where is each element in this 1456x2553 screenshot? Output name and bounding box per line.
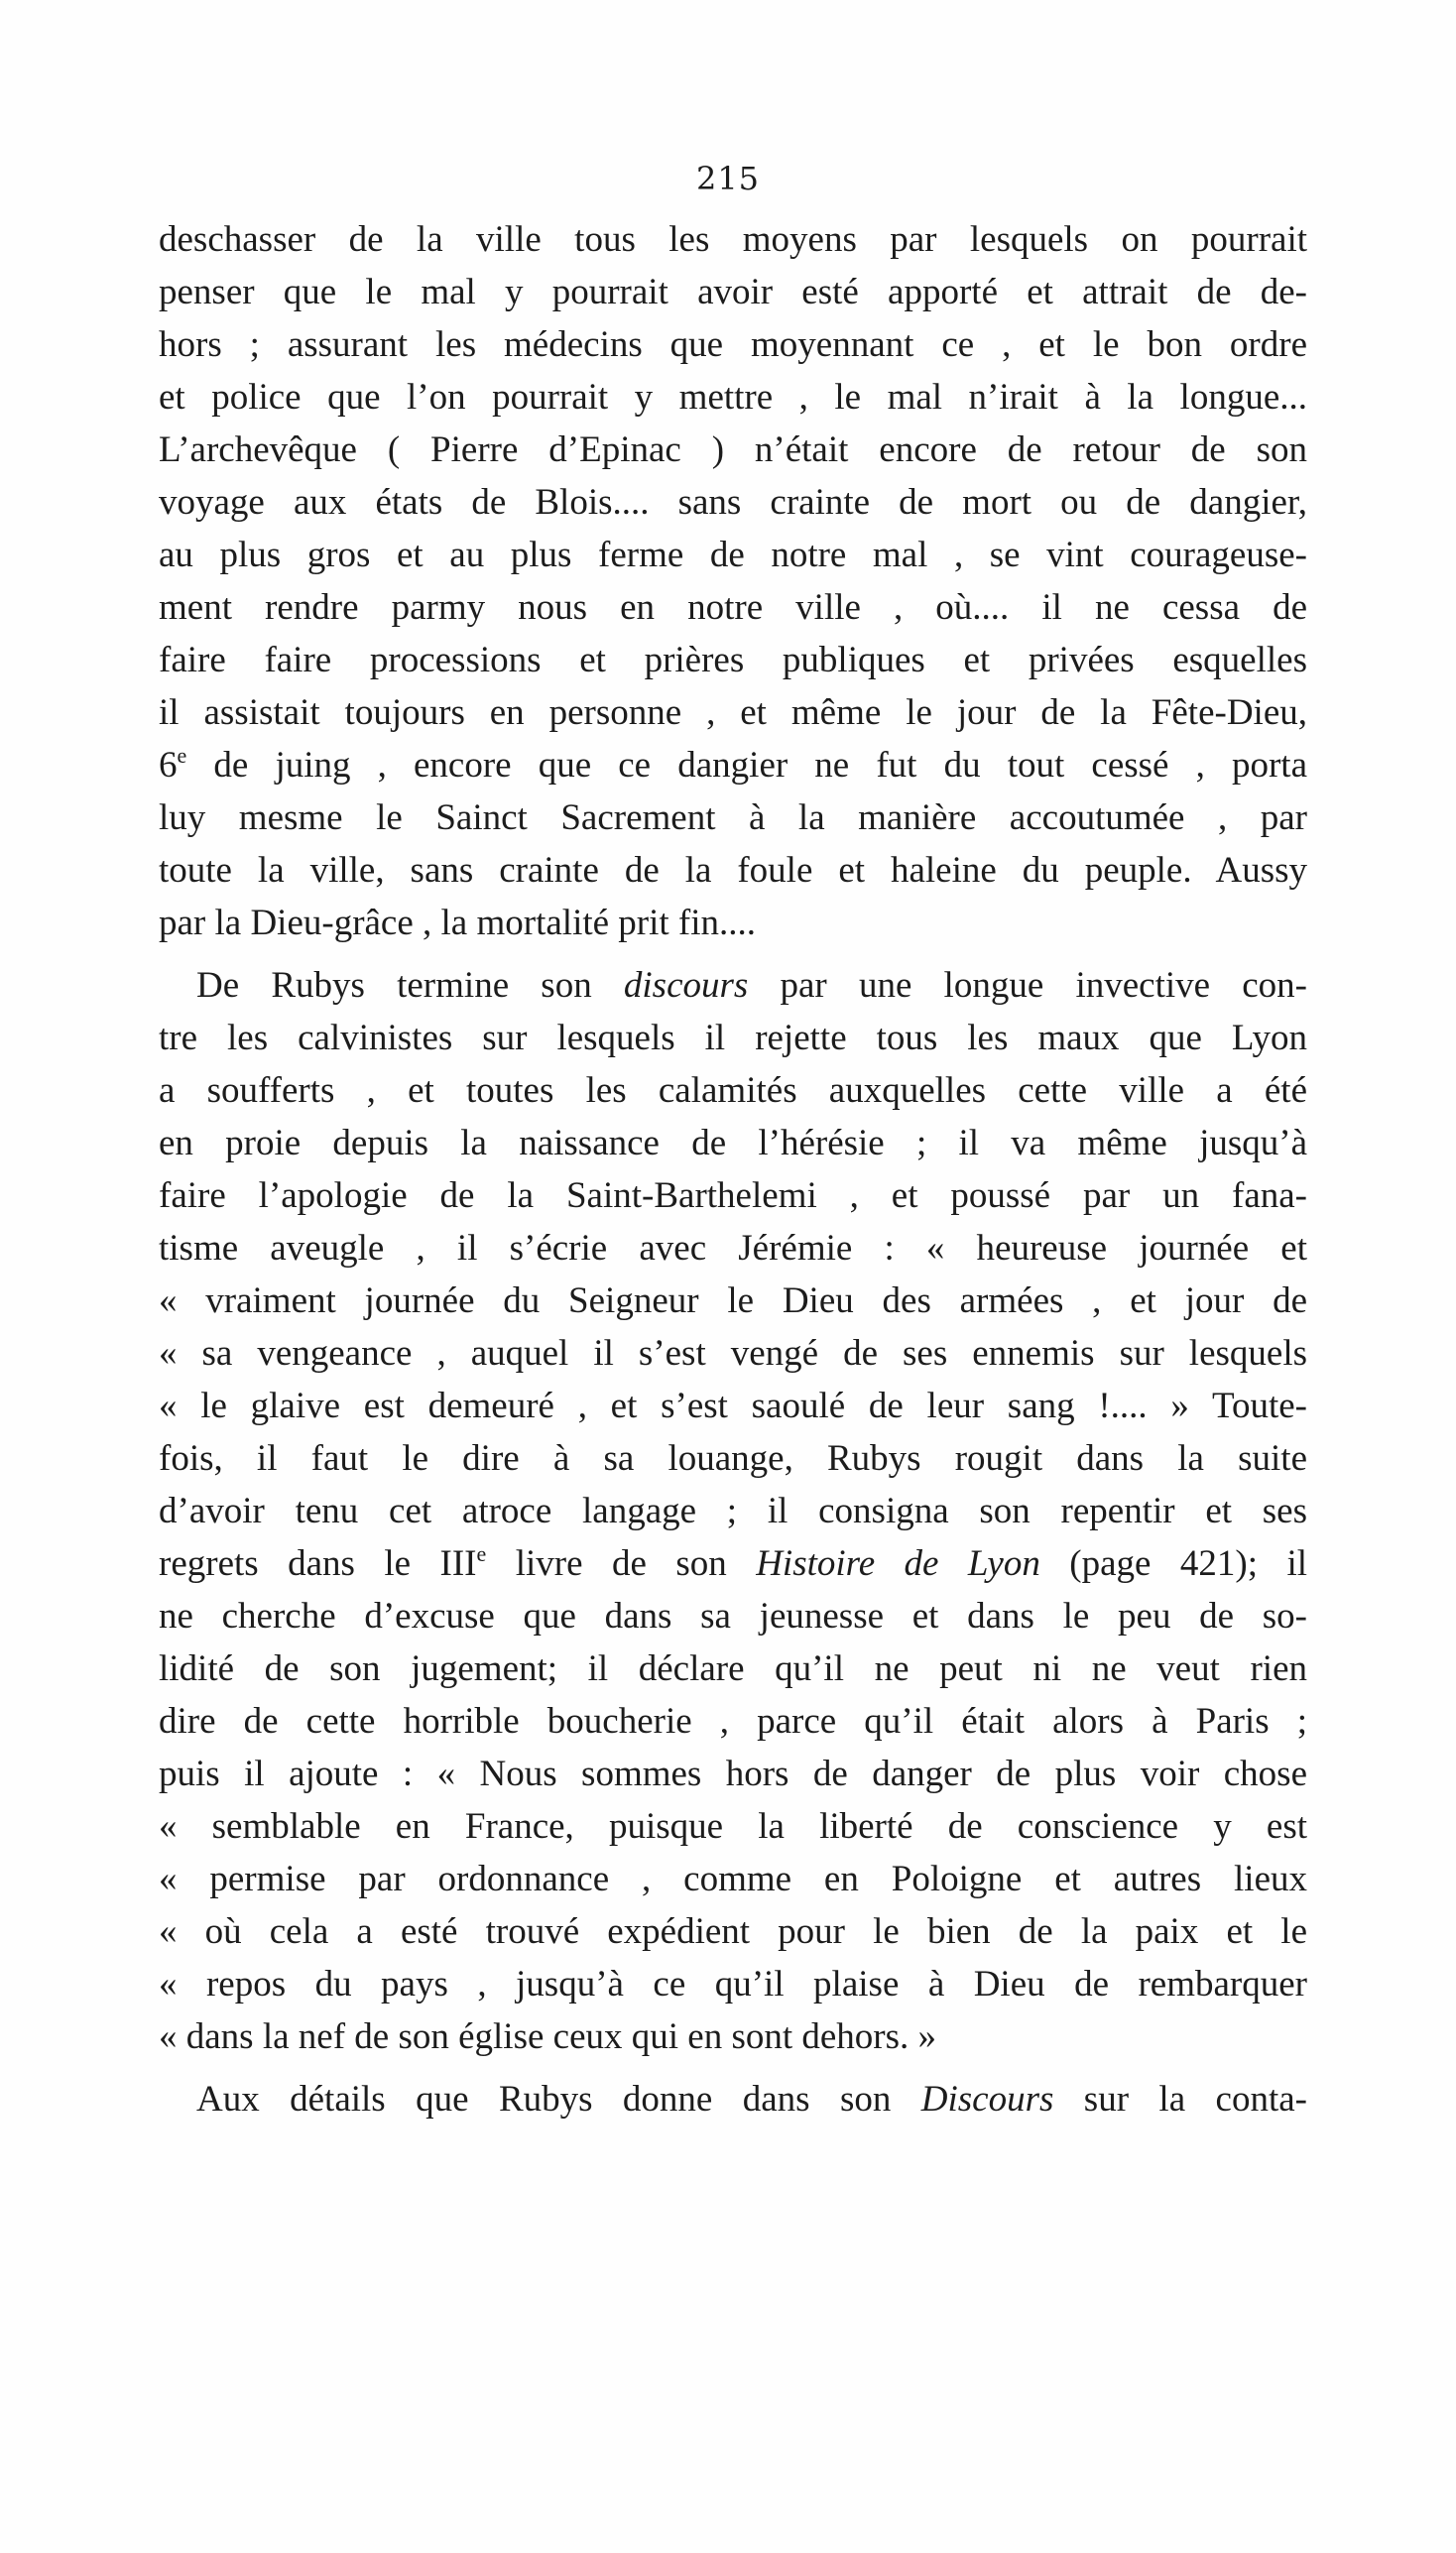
text-line: « repos du pays , jusqu’à ce qu’il plaise à Dieu de rembarquer bbox=[159, 1964, 1307, 2005]
text-line: penser que le mal y pourrait avoir esté apporté et attrait de de- bbox=[159, 272, 1307, 312]
text-line: faire faire processions et prières publiques et privées esquelles bbox=[159, 640, 1307, 680]
text-line: puis il ajoute : « Nous sommes hors de danger de plus voir chose bbox=[159, 1754, 1307, 1794]
italic-title: Histoire de Lyon bbox=[756, 1543, 1040, 1584]
text-fragment: Aux détails que Rubys donne dans son bbox=[196, 2079, 921, 2120]
text-line: « permise par ordonnance , comme en Poloigne et autres lieux bbox=[159, 1859, 1307, 1899]
text-fragment: (page 421); il bbox=[1039, 1543, 1308, 1584]
text-line: tre les calvinistes sur lesquels il rejette tous les maux que Lyon bbox=[159, 1018, 1307, 1058]
paragraph-gap bbox=[159, 949, 1307, 959]
text-fragment: par une longue invective con- bbox=[748, 965, 1308, 1006]
text-line: faire l’apologie de la Saint-Barthelemi , et poussé par un fana- bbox=[159, 1175, 1307, 1216]
body-text bbox=[159, 213, 1307, 2126]
text-line: ne cherche d’excuse que dans sa jeunesse et dans le peu de so- bbox=[159, 1596, 1307, 1637]
superscript: e bbox=[476, 1541, 487, 1566]
text-line: par la Dieu-grâce , la mortalité prit fin.... bbox=[159, 903, 757, 943]
text-fragment: 6 bbox=[159, 745, 178, 786]
text-line: d’avoir tenu cet atroce langage ; il consigna son repentir et ses bbox=[159, 1491, 1307, 1531]
superscript: e bbox=[177, 743, 187, 768]
paragraph-3 bbox=[159, 2073, 1307, 2126]
text-line bbox=[159, 959, 1307, 1012]
paragraph-gap bbox=[159, 2063, 1307, 2073]
page-number: 215 bbox=[695, 160, 761, 197]
text-line: « vraiment journée du Seigneur le Dieu des armées , et jour de bbox=[159, 1280, 1307, 1321]
text-line: « le glaive est demeuré , et s’est saoulé de leur sang !.... » Toute- bbox=[159, 1386, 1307, 1426]
paragraph-2 bbox=[159, 959, 1307, 2063]
text-line: L’archevêque ( Pierre d’Epinac ) n’était encore de retour de son bbox=[159, 429, 1307, 470]
text-line: deschasser de la ville tous les moyens par lesquels on pourrait bbox=[159, 219, 1307, 260]
text-line: hors ; assurant les médecins que moyennant ce , et le bon ordre bbox=[159, 324, 1307, 365]
text-line: toute la ville, sans crainte de la foule et haleine du peuple. Aussy bbox=[159, 850, 1307, 891]
text-line: et police que l’on pourrait y mettre , le mal n’irait à la longue... bbox=[159, 377, 1307, 418]
text-fragment: de juing , encore que ce dangier ne fut du tout cessé , porta bbox=[186, 745, 1307, 786]
italic-title: discours bbox=[623, 965, 749, 1006]
text-line: voyage aux états de Blois.... sans crainte de mort ou de dangier, bbox=[159, 482, 1307, 523]
text-fragment: regrets dans le III bbox=[159, 1543, 477, 1584]
text-line: « où cela a esté trouvé expédient pour le bien de la paix et le bbox=[159, 1911, 1307, 1952]
text-line: au plus gros et au plus ferme de notre mal , se vint courageuse- bbox=[159, 535, 1307, 575]
text-fragment: sur la conta- bbox=[1053, 2079, 1307, 2120]
text-line: a soufferts , et toutes les calamités auxquelles cette ville a été bbox=[159, 1070, 1307, 1111]
text-line: luy mesme le Sainct Sacrement à la manière accoutumée , par bbox=[159, 797, 1307, 838]
text-line: fois, il faut le dire à sa louange, Rubys rougit dans la suite bbox=[159, 1438, 1307, 1479]
text-line: dire de cette horrible boucherie , parce qu’il était alors à Paris ; bbox=[159, 1701, 1307, 1742]
text-line: lidité de son jugement; il déclare qu’il ne peut ni ne veut rien bbox=[159, 1648, 1307, 1689]
text-line bbox=[159, 2073, 1307, 2126]
paragraph-1 bbox=[159, 213, 1307, 949]
text-line: ment rendre parmy nous en notre ville , où.... il ne cessa de bbox=[159, 587, 1307, 628]
text-line bbox=[159, 739, 1307, 791]
text-line: tisme aveugle , il s’écrie avec Jérémie : « heureuse journée et bbox=[159, 1228, 1307, 1269]
text-line: « semblable en France, puisque la liberté de conscience y est bbox=[159, 1806, 1307, 1847]
text-line: en proie depuis la naissance de l’hérésie ; il va même jusqu’à bbox=[159, 1123, 1307, 1163]
italic-title: Discours bbox=[920, 2079, 1054, 2120]
text-line: « dans la nef de son église ceux qui en sont dehors. » bbox=[159, 2016, 937, 2057]
text-fragment: De Rubys termine son bbox=[196, 965, 624, 1006]
text-line: il assistait toujours en personne , et même le jour de la Fête-Dieu, bbox=[159, 692, 1307, 733]
text-fragment: livre de son bbox=[486, 1543, 757, 1584]
text-line bbox=[159, 1537, 1307, 1590]
text-line: « sa vengeance , auquel il s’est vengé de ses ennemis sur lesquels bbox=[159, 1333, 1307, 1374]
